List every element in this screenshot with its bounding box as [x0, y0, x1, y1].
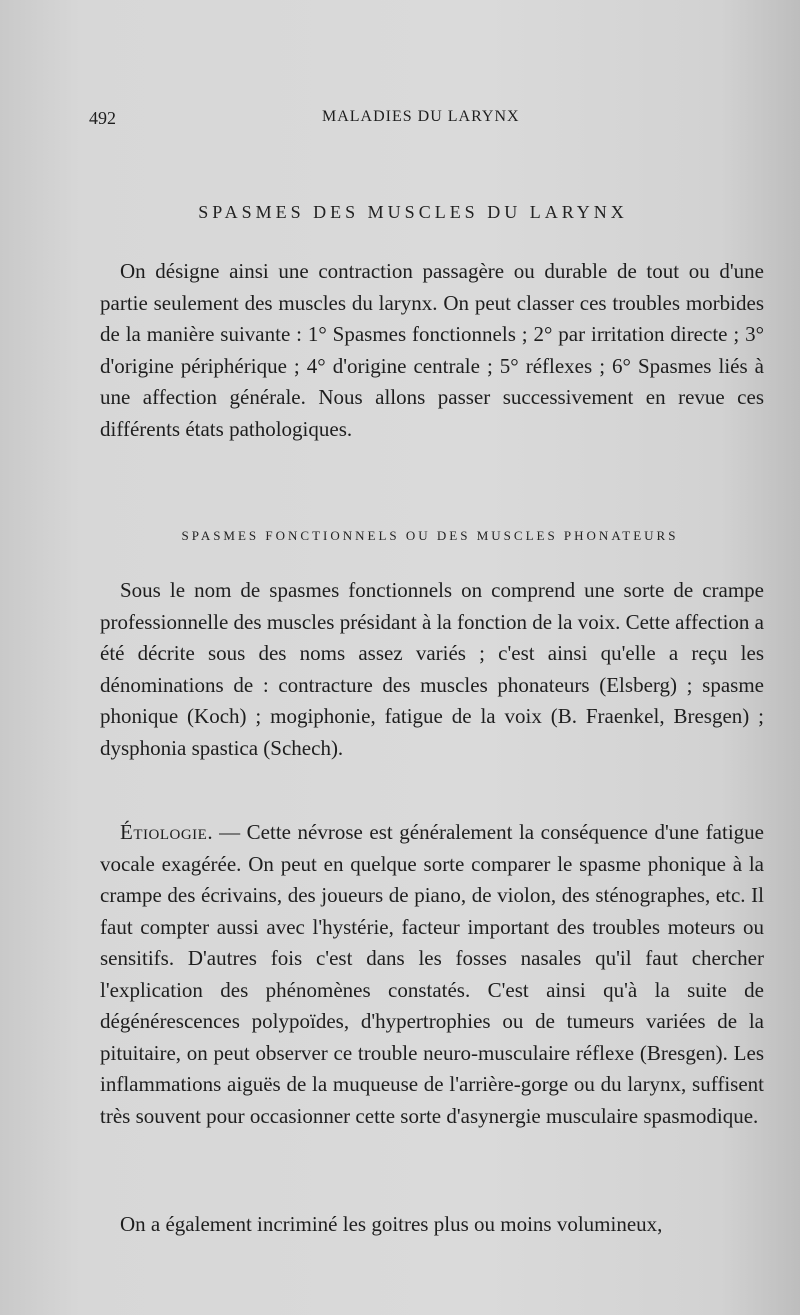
etiology-paragraph: [100, 817, 764, 1132]
section-title-spasmes-fonctionnels: SPASMES FONCTIONNELS OU DES MUSCLES PHONATEURS: [181, 528, 679, 543]
section-title-spasmes: SPASMES DES MUSCLES DU LARYNX: [198, 202, 628, 222]
running-title: MALADIES DU LARYNX: [322, 108, 520, 125]
intro-paragraph: On désigne ainsi une contraction passagère ou durable de tout ou d'une partie seulement des muscles du larynx. On peut classer ces troubles morbides de la manière suivante : 1° Spasmes fonctionnels ; 2° par irritation directe ; 3° d'origine périphérique ; 4° d'origine centrale ; 5° réflexes ; 6° Spasmes liés à une affection générale. Nous allons passer successivement en revue ces différents états pathologiques.: [100, 259, 764, 441]
page-header: [89, 108, 770, 136]
etiology-text: . — Cette névrose est généralement la conséquence d'une fatigue vocale exagérée. On peut en quelque sorte comparer le spasme phonique à la crampe des écrivains, des joueurs de piano, de violon, des sténographes, etc. Il faut compter aussi avec l'hystérie, facteur important des troubles moteurs ou sensitifs. D'autres fois c'est dans les fosses nasales qu'il faut chercher l'explication des phénomènes constatés. C'est ainsi qu'à la suite de dégénérescences polypoïdes, d'hypertrophies ou de tumeurs variées de la pituitaire, on peut observer ce trouble neuro-musculaire réflexe (Bresgen). Les inflammations aiguës de la muqueuse de l'arrière-gorge ou du larynx, suffisent très souvent pour occasionner cette sorte d'asynergie musculaire spasmodique.: [100, 820, 764, 1128]
page-number: 492: [89, 108, 116, 128]
spasmes-fonctionnels-paragraph: Sous le nom de spasmes fonctionnels on comprend une sorte de crampe professionnelle des muscles présidant à la fonction de la voix. Cette affection a été décrite sous des noms assez variés ; c'est ainsi qu'elle a reçu les dénominations de : contracture des muscles phonateurs (Elsberg) ; spasme phonique (Koch) ; mogiphonie, fatigue de la voix (B. Fraenkel, Bresgen) ; dysphonia spastica (Schech).: [100, 578, 764, 760]
etiology-label: Étiologie: [120, 820, 208, 844]
continuation-paragraph: On a également incriminé les goitres plus ou moins volumineux,: [120, 1212, 663, 1236]
